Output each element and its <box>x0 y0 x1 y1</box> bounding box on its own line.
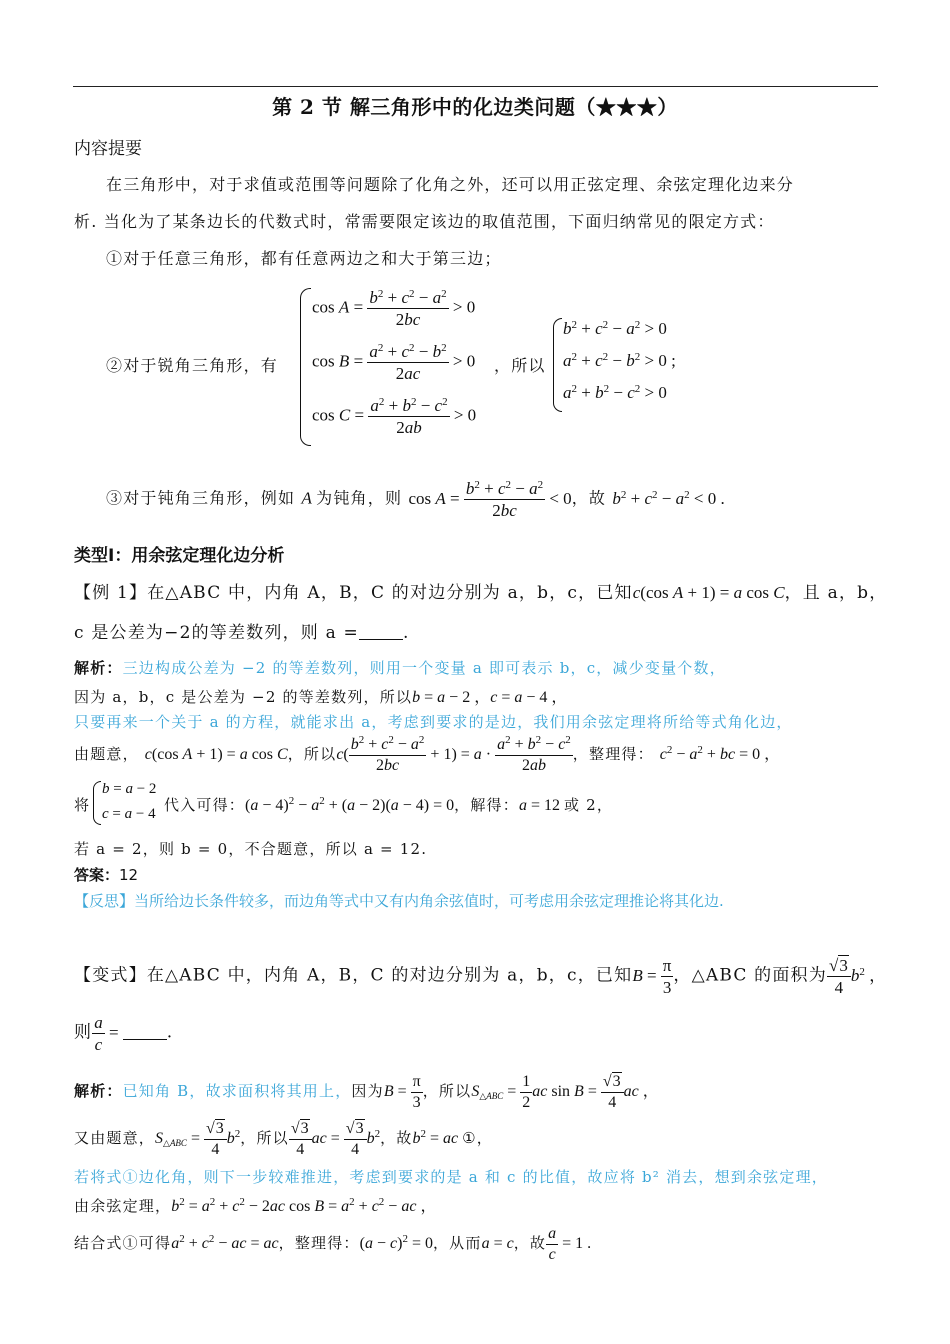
variant-line1: 【变式】在△ABC 中，内角 A，B，C 的对边分别为 a，b，c，已知B = $\frac{\pi}{3}$ ，△ABC 的面积为 $\frac{√3}{4}$ $b^2$ ， <box>74 956 887 998</box>
variant-solution-label: 解析： <box>74 1082 123 1101</box>
variant-solution-line2: 又由题意，$S_{\triangle ABC}$ = $\frac{√3}{4}$ $b^2$，所以 $\frac{√3}{4}$ ac = $\frac{√3}{4}$ $b^2$，故$b^2$ = ac ①， <box>74 1120 493 1158</box>
reflection-line <box>74 890 724 911</box>
acute-condition-2: $a^2 + c^2 - b^2 > 0$ ; <box>563 351 676 370</box>
summary-heading: 内容提要 <box>74 139 142 159</box>
variant-l2d: ①， <box>462 1129 493 1148</box>
solution1-line4: 由题意， c(cos A + 1) = a cos C，所以c( $\frac{b^2 + c^2 - a^2}{2bc}$ + 1) = a · $\frac{a^2 + b^2 - c^2}{2ab}$ ，整理得： $c^2 - a^2$ + bc = 0 ， <box>74 734 781 774</box>
example1-line1: 【例 1】在△ABC 中，内角 A，B，C 的对边分别为 a，b，c，已知c(cos A + 1) = a cos C，且 a，b， <box>74 583 888 603</box>
variant-ask: 则 <box>74 1022 93 1043</box>
item-1: ①对于任意三角形，都有任意两边之和大于第三边； <box>106 249 502 268</box>
solution-l2: 因为 a，b，c 是公差为 −2 的等差数列，所以 <box>74 688 413 706</box>
variant-l1c: ，所以 <box>422 1082 472 1101</box>
type1-heading: 类型Ⅰ：用余弦定理化边分析 <box>74 546 285 566</box>
item-2-lead: ②对于锐角三角形，有 <box>106 356 279 375</box>
solution1-hint2: 只要再来一个关于 a 的方程，就能求出 a，考虑到要求的是边，我们用余弦定理将所给等式角化边， <box>74 713 793 731</box>
item-2-so: ，所以 <box>494 356 546 375</box>
example1-text3: c 是公差为−2的等差数列，则 a = <box>74 623 359 643</box>
answer-line <box>74 864 138 885</box>
left-brace-substitution <box>93 781 101 825</box>
variant-solution-line1: 解析：已知角 B，故求面积将其用上，因为B = $\frac{\pi}{3}$ ，所以$S_{\triangle ABC}$ = $\frac{1}{2}$ ac sin B = $\frac{√3}{4}$ ac ， <box>74 1073 659 1111</box>
solution-l5b: 代入可得： <box>164 796 246 814</box>
answer-value: 12 <box>119 866 139 884</box>
variant-l1b: 因为 <box>351 1082 384 1101</box>
variant-l5d: ，故 <box>513 1234 547 1253</box>
variant-hint-1: 已知角 B，故求面积将其用上， <box>122 1082 352 1101</box>
variant-solution-line5: 结合式①可得$a^2 + c^2$ − ac = ac，整理得：$(a - c)^2 = 0$，从而a = c，故 $\frac{a}{c}$ = 1 . <box>74 1225 592 1263</box>
cosB-expression: cos B = $\frac{a^2 + c^2 - b^2}{2ac}$ > 0 <box>312 342 476 384</box>
example1-line2: c 是公差为−2的等差数列，则 a = . <box>74 623 410 643</box>
solution-l4c: ，整理得： <box>572 745 654 764</box>
variant-hint-2: 若将式①边化角，则下一步较难推进，考虑到要求的是 a 和 c 的比值，故应将 b² 消去，想到余弦定理， <box>74 1168 828 1186</box>
substitution-c: c = a − 4 <box>102 806 156 822</box>
solution-l4b: ，所以 <box>287 745 337 764</box>
cosA-expression: cos A = $\frac{b^2 + c^2 - a^2}{2bc}$ > 0 <box>312 288 476 330</box>
cosC-expression: cos C = $\frac{a^2 + b^2 - c^2}{2ab}$ > 0 <box>312 396 477 438</box>
variant-l2c: ，故 <box>380 1129 413 1148</box>
variant-l4: 由余弦定理， <box>74 1197 172 1215</box>
left-brace-sides <box>553 318 562 412</box>
solution1-line5: 代入可得：$(a - 4)^2 - a^2 + (a - 2)(a - 4) = 0$，解得：a = 12 或 2， <box>164 795 614 814</box>
left-brace-acute <box>300 288 311 446</box>
solution1-line6: 若 a = 2，则 b = 0，不合题意，所以 a = 12. <box>74 840 428 858</box>
answer-label: 答案： <box>74 866 120 884</box>
item-3-so: ，故 <box>571 488 607 508</box>
answer-blank[interactable] <box>359 625 403 640</box>
solution1-l5-lead: 将 <box>74 796 91 814</box>
example1-text1: 在△ABC 中，内角 A，B，C 的对边分别为 a，b，c，已知 <box>147 583 633 603</box>
solution-l5c: ，解得： <box>454 796 519 814</box>
substitution-b: b = a − 2 <box>102 781 157 797</box>
item-3-mid: 为钝角，则 <box>316 488 403 508</box>
solution-label: 解析： <box>74 659 123 677</box>
variant-l5b: ，整理得： <box>278 1234 360 1253</box>
item-3-lead: ③对于钝角三角形，例如 <box>106 488 296 508</box>
variant-l5a: 结合式①可得 <box>74 1234 172 1253</box>
solution1-line1 <box>74 657 726 678</box>
variant-l5c: ，从而 <box>432 1234 482 1253</box>
solution-l4a: 由题意， <box>74 745 139 764</box>
acute-condition-1: $b^2 + c^2 - a^2 > 0$ <box>563 319 667 338</box>
variant-answer-blank[interactable] <box>123 1025 167 1040</box>
page-title: 第 2 节 解三角形中的化边类问题（★★★） <box>272 95 678 119</box>
summary-paragraph-line1: 在三角形中，对于求值或范围等问题除了化角之外，还可以用正弦定理、余弦定理化边来分 <box>106 175 795 194</box>
reflection-text: 当所给边长条件较多，而边角等式中又有内角余弦值时，可考虑用余弦定理推论将其化边. <box>134 892 724 910</box>
variant-line2: 则 $\frac{a}{c}$ = . <box>74 1013 174 1055</box>
variant-l2b: ，所以 <box>240 1129 289 1148</box>
item-3-line: ③对于钝角三角形，例如 A 为钝角，则 cos A = $\frac{b^2 + c^2 - a^2}{2bc}$ < 0，故 $b^2 + c^2 - a^2 < 0$ . <box>106 479 725 521</box>
solution1-line2: 因为 a，b，c 是公差为 −2 的等差数列，所以b = a − 2 ，c = a − 4 ， <box>74 688 568 706</box>
variant-text2: ，△ABC 的面积为 <box>673 965 827 986</box>
solution-hint-1: 三边构成公差为 −2 的等差数列，则用一个变量 a 即可表示 b，c，减少变量个数， <box>122 659 726 677</box>
variant-tag: 【变式】 <box>74 965 147 986</box>
reflection-tag: 【反思】 <box>74 892 135 910</box>
top-rule <box>73 86 878 87</box>
summary-paragraph-line2: 析. 当化为了某条边长的代数式时，常需要限定该边的取值范围，下面归纳常见的限定方式： <box>74 212 775 231</box>
example1-text2: ，且 a，b， <box>784 583 888 603</box>
solution-l5d: 或 2， <box>564 796 614 814</box>
example1-tag: 【例 1】 <box>74 583 148 603</box>
variant-text1: 在△ABC 中，内角 A，B，C 的对边分别为 a，b，c，已知 <box>146 965 633 986</box>
acute-condition-3: $a^2 + b^2 - c^2 > 0$ <box>563 383 667 402</box>
variant-solution-line4: 由余弦定理，$b^2 = a^2 + c^2 - 2ac$ $\cos B = a^2 + c^2$ − ac ， <box>74 1196 437 1215</box>
variant-l2a: 又由题意， <box>74 1129 156 1148</box>
